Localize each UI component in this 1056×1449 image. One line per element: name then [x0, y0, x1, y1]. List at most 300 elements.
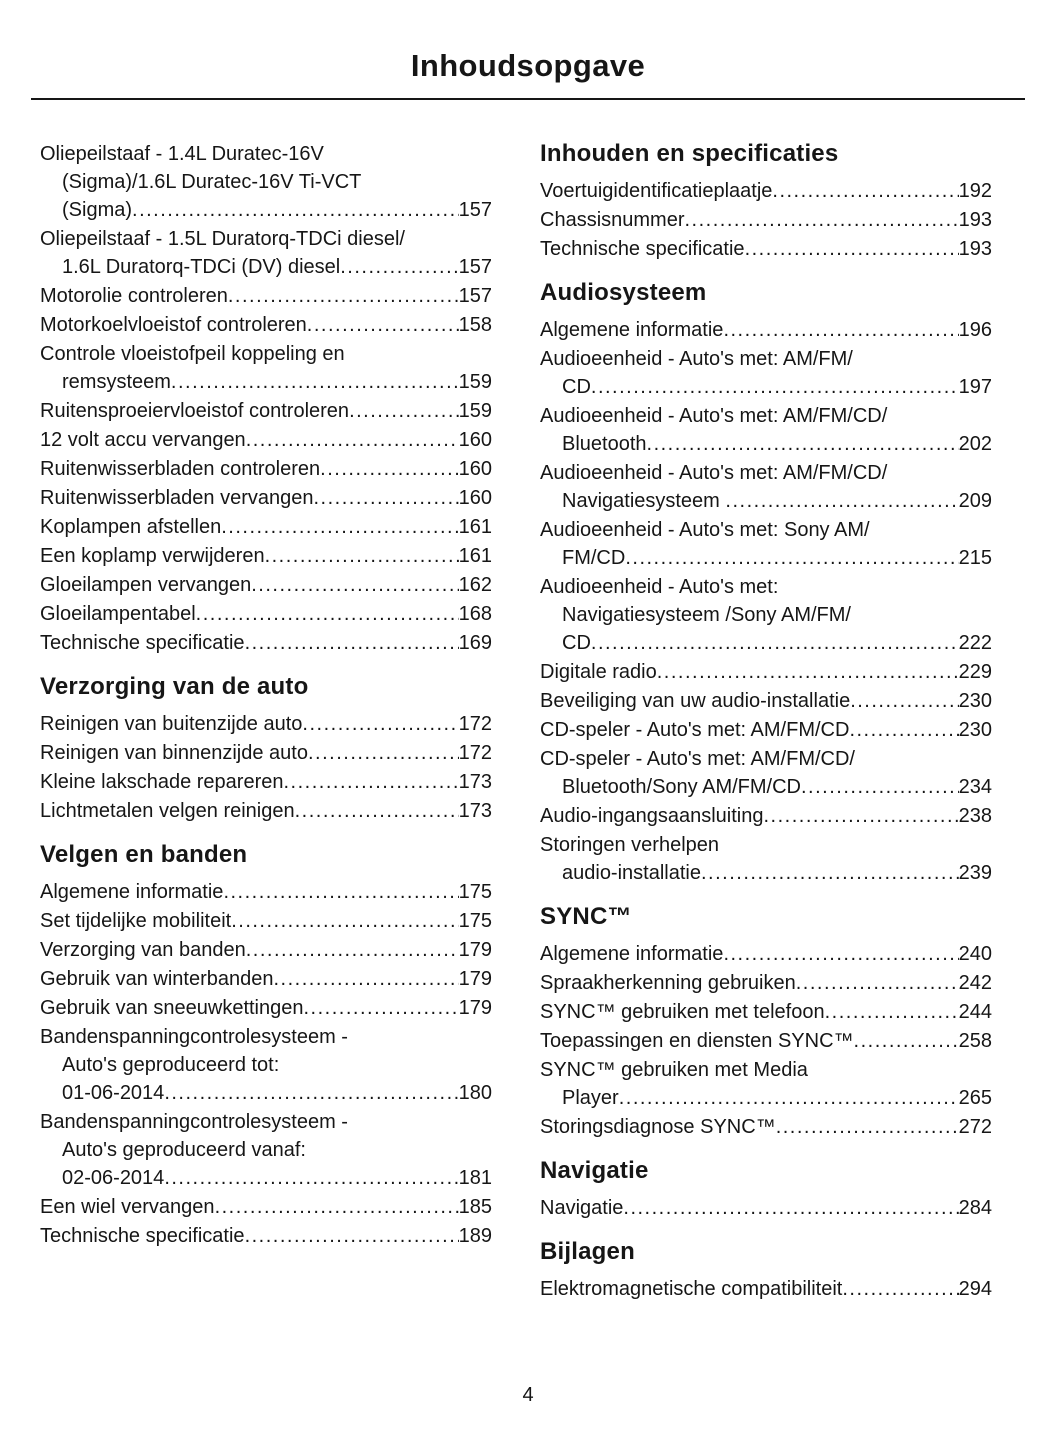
toc-entry-text: Reinigen van binnenzijde auto: [40, 742, 308, 764]
toc-entry-text: Navigatiesysteem: [562, 490, 726, 512]
toc-entry-text: Chassisnummer: [540, 209, 685, 231]
toc-leader-dots: [246, 426, 459, 454]
toc-entry-text: CD: [562, 632, 591, 654]
toc-column-left: [40, 140, 492, 1304]
toc-entry-text: Ruitenwisserbladen controleren: [40, 458, 321, 480]
toc-entry-line: [540, 601, 992, 629]
toc-entry-line: [540, 687, 992, 715]
toc-entry-text: CD: [562, 376, 591, 398]
toc-entry-text: 02-06-2014: [62, 1167, 165, 1189]
section-heading: Inhouden en specificaties: [540, 140, 839, 167]
toc-entry-line: [40, 368, 492, 396]
toc-entry-text: Kleine lakschade repareren: [40, 771, 284, 793]
toc-leader-dots: [284, 768, 459, 796]
toc-entry-text: Lichtmetalen velgen reinigen: [40, 800, 295, 822]
toc-entry-text: Technische specificatie: [540, 238, 745, 260]
toc-page-number: 175: [458, 910, 492, 932]
toc-section: [540, 279, 992, 887]
toc-leader-dots: [320, 455, 458, 483]
toc-entry-line: [40, 907, 492, 935]
toc-leader-dots: [776, 1113, 959, 1141]
toc-page-number: 230: [958, 719, 992, 741]
toc-entry: [40, 455, 492, 483]
toc-entry-line: [540, 573, 992, 601]
toc-page-number: 160: [458, 458, 492, 480]
toc-page-number: 202: [958, 433, 992, 455]
toc-entry-text: (Sigma)/1.6L Duratec-16V Ti-VCT: [62, 171, 362, 193]
toc-leader-dots: [764, 802, 959, 830]
section-heading: Bijlagen: [540, 1238, 635, 1265]
toc-entry-line: [540, 716, 992, 744]
toc-leader-dots: [619, 1084, 959, 1112]
toc-leader-dots: [701, 859, 959, 887]
section-heading: Velgen en banden: [40, 841, 248, 868]
toc-leader-dots: [302, 710, 458, 738]
toc-entry-line: [40, 1108, 492, 1136]
toc-section: [540, 1157, 992, 1222]
toc-section: [40, 673, 492, 825]
toc-entry: [40, 513, 492, 541]
toc-entry: [540, 1275, 992, 1303]
toc-entry: [540, 1113, 992, 1141]
toc-entry-text: Elektromagnetische compatibiliteit: [540, 1278, 843, 1300]
toc-leader-dots: [273, 965, 458, 993]
toc-leader-dots: [684, 206, 958, 234]
toc-entry-line: [540, 1113, 992, 1141]
toc-entry-line: [40, 1051, 492, 1079]
toc-page-number: 230: [958, 690, 992, 712]
toc-entry: [40, 484, 492, 512]
toc-entry-line: [540, 206, 992, 234]
toc-entry-line: [40, 484, 492, 512]
toc-entry-line: [540, 235, 992, 263]
toc-leader-dots: [842, 1275, 958, 1303]
toc-entry-line: [40, 513, 492, 541]
toc-entry-text: Gloeilampentabel: [40, 603, 196, 625]
toc-leader-dots: [304, 994, 459, 1022]
toc-columns: [0, 100, 1056, 1304]
toc-entry-text: Ruitenwisserbladen vervangen: [40, 487, 314, 509]
toc-entry-text: Player: [562, 1087, 619, 1109]
toc-entry-text: Een wiel vervangen: [40, 1196, 215, 1218]
toc-leader-dots: [245, 629, 459, 657]
toc-entry: [540, 1194, 992, 1222]
toc-page-number: 157: [458, 199, 492, 221]
toc-entry-line: [540, 402, 992, 430]
toc-leader-dots: [246, 936, 459, 964]
section-heading: Verzorging van de auto: [40, 673, 309, 700]
toc-entry-line: [540, 859, 992, 887]
toc-entry-line: [40, 994, 492, 1022]
toc-entry-text: Set tijdelijke mobiliteit: [40, 910, 232, 932]
toc-page-number: 162: [458, 574, 492, 596]
toc-entry-line: [540, 940, 992, 968]
toc-entry-line: [40, 168, 492, 196]
toc-entry-text: Motorkoelvloeistof controleren: [40, 314, 307, 336]
toc-entry: [40, 994, 492, 1022]
toc-leader-dots: [223, 878, 458, 906]
toc-entry-text: Storingsdiagnose SYNC™: [540, 1116, 776, 1138]
toc-entry-line: [540, 1275, 992, 1303]
toc-entry-line: [40, 340, 492, 368]
toc-entry-text: Reinigen van buitenzijde auto: [40, 713, 303, 735]
toc-entry-line: [40, 797, 492, 825]
toc-entry-line: [40, 629, 492, 657]
toc-section: [40, 841, 492, 1250]
toc-entry: [540, 940, 992, 968]
toc-page-number: 179: [458, 939, 492, 961]
toc-leader-dots: [196, 600, 459, 628]
toc-entry: [540, 516, 992, 572]
toc-entry-text: 12 volt accu vervangen: [40, 429, 246, 451]
toc-leader-dots: [849, 716, 958, 744]
toc-leader-dots: [164, 1164, 458, 1192]
toc-entry: [540, 177, 992, 205]
toc-entry-line: [540, 516, 992, 544]
toc-entry: [540, 831, 992, 887]
toc-entry-line: [540, 629, 992, 657]
toc-section: [540, 903, 992, 1141]
toc-page-number: 160: [458, 429, 492, 451]
toc-entry-line: [40, 455, 492, 483]
toc-entry: [540, 1027, 992, 1055]
toc-entry-text: Audioeenheid - Auto's met: AM/FM/CD/: [540, 405, 888, 427]
toc-entry: [540, 459, 992, 515]
toc-entry-text: audio-installatie: [562, 862, 701, 884]
toc-entry: [540, 316, 992, 344]
toc-entry-line: [540, 998, 992, 1026]
toc-entry: [540, 802, 992, 830]
toc-entry-line: [540, 1194, 992, 1222]
toc-page-number: 180: [458, 1082, 492, 1104]
toc-entry-text: Algemene informatie: [540, 943, 724, 965]
toc-entry-line: [540, 1027, 992, 1055]
toc-page-number: 265: [958, 1087, 992, 1109]
toc-entry: [40, 710, 492, 738]
toc-entry-text: Bandenspanningcontrolesysteem -: [40, 1111, 348, 1133]
toc-entry-text: Bluetooth: [562, 433, 647, 455]
toc-entry-line: [540, 969, 992, 997]
toc-entry: [40, 282, 492, 310]
toc-page-number: 175: [458, 881, 492, 903]
toc-leader-dots: [825, 998, 959, 1026]
toc-entry-text: Algemene informatie: [540, 319, 724, 341]
toc-page-number: 234: [958, 776, 992, 798]
toc-page-number: 179: [458, 997, 492, 1019]
toc-page-number: 185: [458, 1196, 492, 1218]
toc-entry: [540, 402, 992, 458]
toc-entry-text: Bandenspanningcontrolesysteem -: [40, 1026, 348, 1048]
toc-entry: [40, 739, 492, 767]
toc-entry: [40, 225, 492, 281]
toc-entry-text: Audioeenheid - Auto's met: AM/FM/CD/: [540, 462, 888, 484]
toc-page-number: 193: [958, 238, 992, 260]
toc-entry: [540, 716, 992, 744]
toc-entry-text: Auto's geproduceerd vanaf:: [62, 1139, 306, 1161]
toc-page-number: 238: [958, 805, 992, 827]
toc-entry-line: [40, 1164, 492, 1192]
toc-leader-dots: [164, 1079, 458, 1107]
section-heading: Audiosysteem: [540, 279, 707, 306]
toc-entry-text: FM/CD: [562, 547, 626, 569]
toc-entry-line: [40, 140, 492, 168]
toc-entry-text: Technische specificatie: [40, 1225, 245, 1247]
toc-entry-line: [40, 600, 492, 628]
toc-entry: [40, 878, 492, 906]
toc-entry-text: Ruitensproeiervloeistof controleren: [40, 400, 350, 422]
toc-entry-text: Storingen verhelpen: [540, 834, 720, 856]
toc-entry: [540, 969, 992, 997]
toc-entry-line: [40, 311, 492, 339]
toc-page-number: 242: [958, 972, 992, 994]
toc-entry-line: [40, 196, 492, 224]
toc-entry: [540, 1056, 992, 1112]
toc-entry-line: [40, 282, 492, 310]
toc-entry-text: Motorolie controleren: [40, 285, 228, 307]
toc-leader-dots: [625, 544, 958, 572]
toc-entry: [40, 907, 492, 935]
toc-entry-text: Controle vloeistofpeil koppeling en: [40, 343, 345, 365]
toc-page-number: 229: [958, 661, 992, 683]
toc-entry-text: Audioeenheid - Auto's met: Sony AM/: [540, 519, 870, 541]
toc-leader-dots: [228, 282, 459, 310]
toc-leader-dots: [295, 797, 459, 825]
toc-page-number: 258: [958, 1030, 992, 1052]
toc-entry-text: Verzorging van banden: [40, 939, 246, 961]
toc-entry-text: 1.6L Duratorq-TDCi (DV) diesel: [62, 256, 341, 278]
toc-entry-line: [40, 397, 492, 425]
toc-entry-text: Algemene informatie: [40, 881, 224, 903]
toc-entry-text: SYNC™ gebruiken met Media: [540, 1059, 808, 1081]
toc-entry-text: (Sigma): [62, 199, 133, 221]
toc-entry: [40, 340, 492, 396]
toc-entry-text: Oliepeilstaaf - 1.4L Duratec-16V: [40, 143, 324, 165]
toc-page-number: 272: [958, 1116, 992, 1138]
toc-leader-dots: [265, 542, 459, 570]
toc-leader-dots: [231, 907, 458, 935]
toc-entry-text: Digitale radio: [540, 661, 657, 683]
toc-page-number: 179: [458, 968, 492, 990]
toc-entry-text: CD-speler - Auto's met: AM/FM/CD/: [540, 748, 855, 770]
toc-leader-dots: [132, 196, 459, 224]
toc-leader-dots: [171, 368, 459, 396]
toc-entry-line: [40, 936, 492, 964]
toc-page-number: 169: [458, 632, 492, 654]
page-header: [0, 0, 1056, 100]
toc-section: [540, 1238, 992, 1303]
toc-page-number: 159: [458, 371, 492, 393]
toc-entry-line: [540, 831, 992, 859]
toc-page-number: 172: [458, 742, 492, 764]
toc-page-number: 161: [458, 545, 492, 567]
toc-leader-dots: [801, 773, 959, 801]
toc-entry-line: [40, 225, 492, 253]
toc-page-number: 215: [958, 547, 992, 569]
toc-page-number: 158: [458, 314, 492, 336]
toc-leader-dots: [745, 235, 959, 263]
toc-entry-text: Navigatie: [540, 1197, 624, 1219]
toc-entry-line: [40, 1136, 492, 1164]
toc-entry-line: [40, 253, 492, 281]
toc-column-right: [540, 140, 992, 1304]
toc-entry-line: [540, 745, 992, 773]
section-heading: Navigatie: [540, 1157, 649, 1184]
toc-page-number: 192: [958, 180, 992, 202]
toc-entry-line: [540, 177, 992, 205]
toc-entry-text: Koplampen afstellen: [40, 516, 222, 538]
toc-leader-dots: [215, 1193, 459, 1221]
toc-entry-text: CD-speler - Auto's met: AM/FM/CD: [540, 719, 850, 741]
toc-entry: [40, 426, 492, 454]
toc-entry: [40, 397, 492, 425]
toc-page-number: 196: [958, 319, 992, 341]
toc-entry: [40, 571, 492, 599]
toc-page-number: 239: [958, 862, 992, 884]
toc-entry-text: SYNC™ gebruiken met telefoon: [540, 1001, 825, 1023]
toc-entry-line: [540, 773, 992, 801]
toc-entry-text: Gloeilampen vervangen: [40, 574, 252, 596]
toc-entry-line: [40, 965, 492, 993]
toc-entry-line: [40, 1023, 492, 1051]
toc-page-number: 157: [458, 285, 492, 307]
toc-entry-text: Toepassingen en diensten SYNC™: [540, 1030, 854, 1052]
toc-entry: [540, 658, 992, 686]
toc-entry: [40, 1193, 492, 1221]
toc-entry: [40, 768, 492, 796]
toc-leader-dots: [349, 397, 459, 425]
toc-entry-line: [540, 658, 992, 686]
toc-entry-line: [40, 1079, 492, 1107]
toc-entry-text: Navigatiesysteem /Sony AM/FM/: [562, 604, 851, 626]
toc-page-number: 157: [458, 256, 492, 278]
toc-entry: [40, 140, 492, 224]
toc-leader-dots: [657, 658, 959, 686]
toc-section: [540, 140, 992, 263]
toc-page-number: 161: [458, 516, 492, 538]
toc-entry-line: [40, 878, 492, 906]
page-title: Inhoudsopgave: [410, 48, 646, 83]
toc-entry: [40, 629, 492, 657]
toc-entry-line: [40, 1222, 492, 1250]
toc-leader-dots: [251, 571, 458, 599]
toc-entry-text: Spraakherkenning gebruiken: [540, 972, 796, 994]
toc-entry-text: Technische specificatie: [40, 632, 245, 654]
toc-page-number: 181: [458, 1167, 492, 1189]
toc-page-number: 172: [458, 713, 492, 735]
toc-entry: [40, 1222, 492, 1250]
toc-entry: [540, 235, 992, 263]
toc-entry-line: [540, 802, 992, 830]
toc-leader-dots: [245, 1222, 459, 1250]
toc-entry-text: Gebruik van sneeuwkettingen: [40, 997, 304, 1019]
toc-leader-dots: [796, 969, 959, 997]
toc-entry-line: [40, 571, 492, 599]
toc-entry-line: [540, 1056, 992, 1084]
toc-leader-dots: [854, 1027, 959, 1055]
toc-page-number: 284: [958, 1197, 992, 1219]
toc-entry: [40, 542, 492, 570]
toc-entry: [40, 936, 492, 964]
toc-page-number: 173: [458, 800, 492, 822]
toc-entry: [40, 311, 492, 339]
toc-entry: [540, 687, 992, 715]
toc-entry: [540, 345, 992, 401]
toc-entry: [540, 745, 992, 801]
toc-entry-text: Audioeenheid - Auto's met:: [540, 576, 779, 598]
toc-page-number: 222: [958, 632, 992, 654]
toc-section: [40, 140, 492, 657]
toc-page-number: 159: [458, 400, 492, 422]
toc-entry-text: Gebruik van winterbanden: [40, 968, 274, 990]
toc-entry-line: [540, 487, 992, 515]
toc-entry-line: [540, 459, 992, 487]
toc-entry-line: [40, 426, 492, 454]
toc-page-number: 294: [958, 1278, 992, 1300]
toc-leader-dots: [307, 311, 459, 339]
toc-page-number: 240: [958, 943, 992, 965]
toc-entry-text: Auto's geproduceerd tot:: [62, 1054, 280, 1076]
toc-leader-dots: [591, 373, 959, 401]
page-number: 4: [522, 1384, 534, 1406]
toc-entry-text: remsysteem: [62, 371, 171, 393]
toc-entry: [40, 1108, 492, 1192]
toc-entry-text: Bluetooth/Sony AM/FM/CD: [562, 776, 801, 798]
toc-entry-line: [40, 710, 492, 738]
toc-entry-line: [540, 345, 992, 373]
toc-entry-line: [40, 739, 492, 767]
toc-leader-dots: [623, 1194, 958, 1222]
toc-leader-dots: [723, 940, 958, 968]
toc-entry-line: [540, 430, 992, 458]
toc-entry-line: [40, 768, 492, 796]
toc-entry-line: [40, 1193, 492, 1221]
toc-entry-line: [540, 1084, 992, 1112]
toc-entry: [40, 965, 492, 993]
toc-page-number: 193: [958, 209, 992, 231]
toc-entry: [540, 573, 992, 657]
toc-page-number: 173: [458, 771, 492, 793]
toc-leader-dots: [647, 430, 959, 458]
toc-entry-text: Audioeenheid - Auto's met: AM/FM/: [540, 348, 853, 370]
toc-entry-line: [540, 373, 992, 401]
toc-page-number: 244: [958, 1001, 992, 1023]
toc-leader-dots: [772, 177, 958, 205]
toc-page-number: 189: [458, 1225, 492, 1247]
toc-leader-dots: [725, 487, 958, 515]
toc-entry-text: Een koplamp verwijderen: [40, 545, 265, 567]
toc-entry: [540, 206, 992, 234]
toc-leader-dots: [314, 484, 459, 512]
toc-entry-line: [540, 316, 992, 344]
toc-entry: [540, 998, 992, 1026]
toc-entry-text: Audio-ingangsaansluiting: [540, 805, 764, 827]
toc-page-number: 160: [458, 487, 492, 509]
section-heading: SYNC™: [540, 903, 632, 930]
toc-page-number: 197: [958, 376, 992, 398]
toc-entry-text: 01-06-2014: [62, 1082, 165, 1104]
toc-entry-text: Oliepeilstaaf - 1.5L Duratorq-TDCi diesel/: [40, 228, 405, 250]
toc-entry: [40, 1023, 492, 1107]
toc-leader-dots: [591, 629, 959, 657]
toc-entry-line: [40, 542, 492, 570]
toc-leader-dots: [340, 253, 458, 281]
toc-page-number: 168: [458, 603, 492, 625]
toc-page-number: 209: [958, 490, 992, 512]
toc-leader-dots: [723, 316, 958, 344]
toc-entry-text: Voertuigidentificatieplaatje: [540, 180, 773, 202]
toc-entry: [40, 600, 492, 628]
toc-entry: [40, 797, 492, 825]
